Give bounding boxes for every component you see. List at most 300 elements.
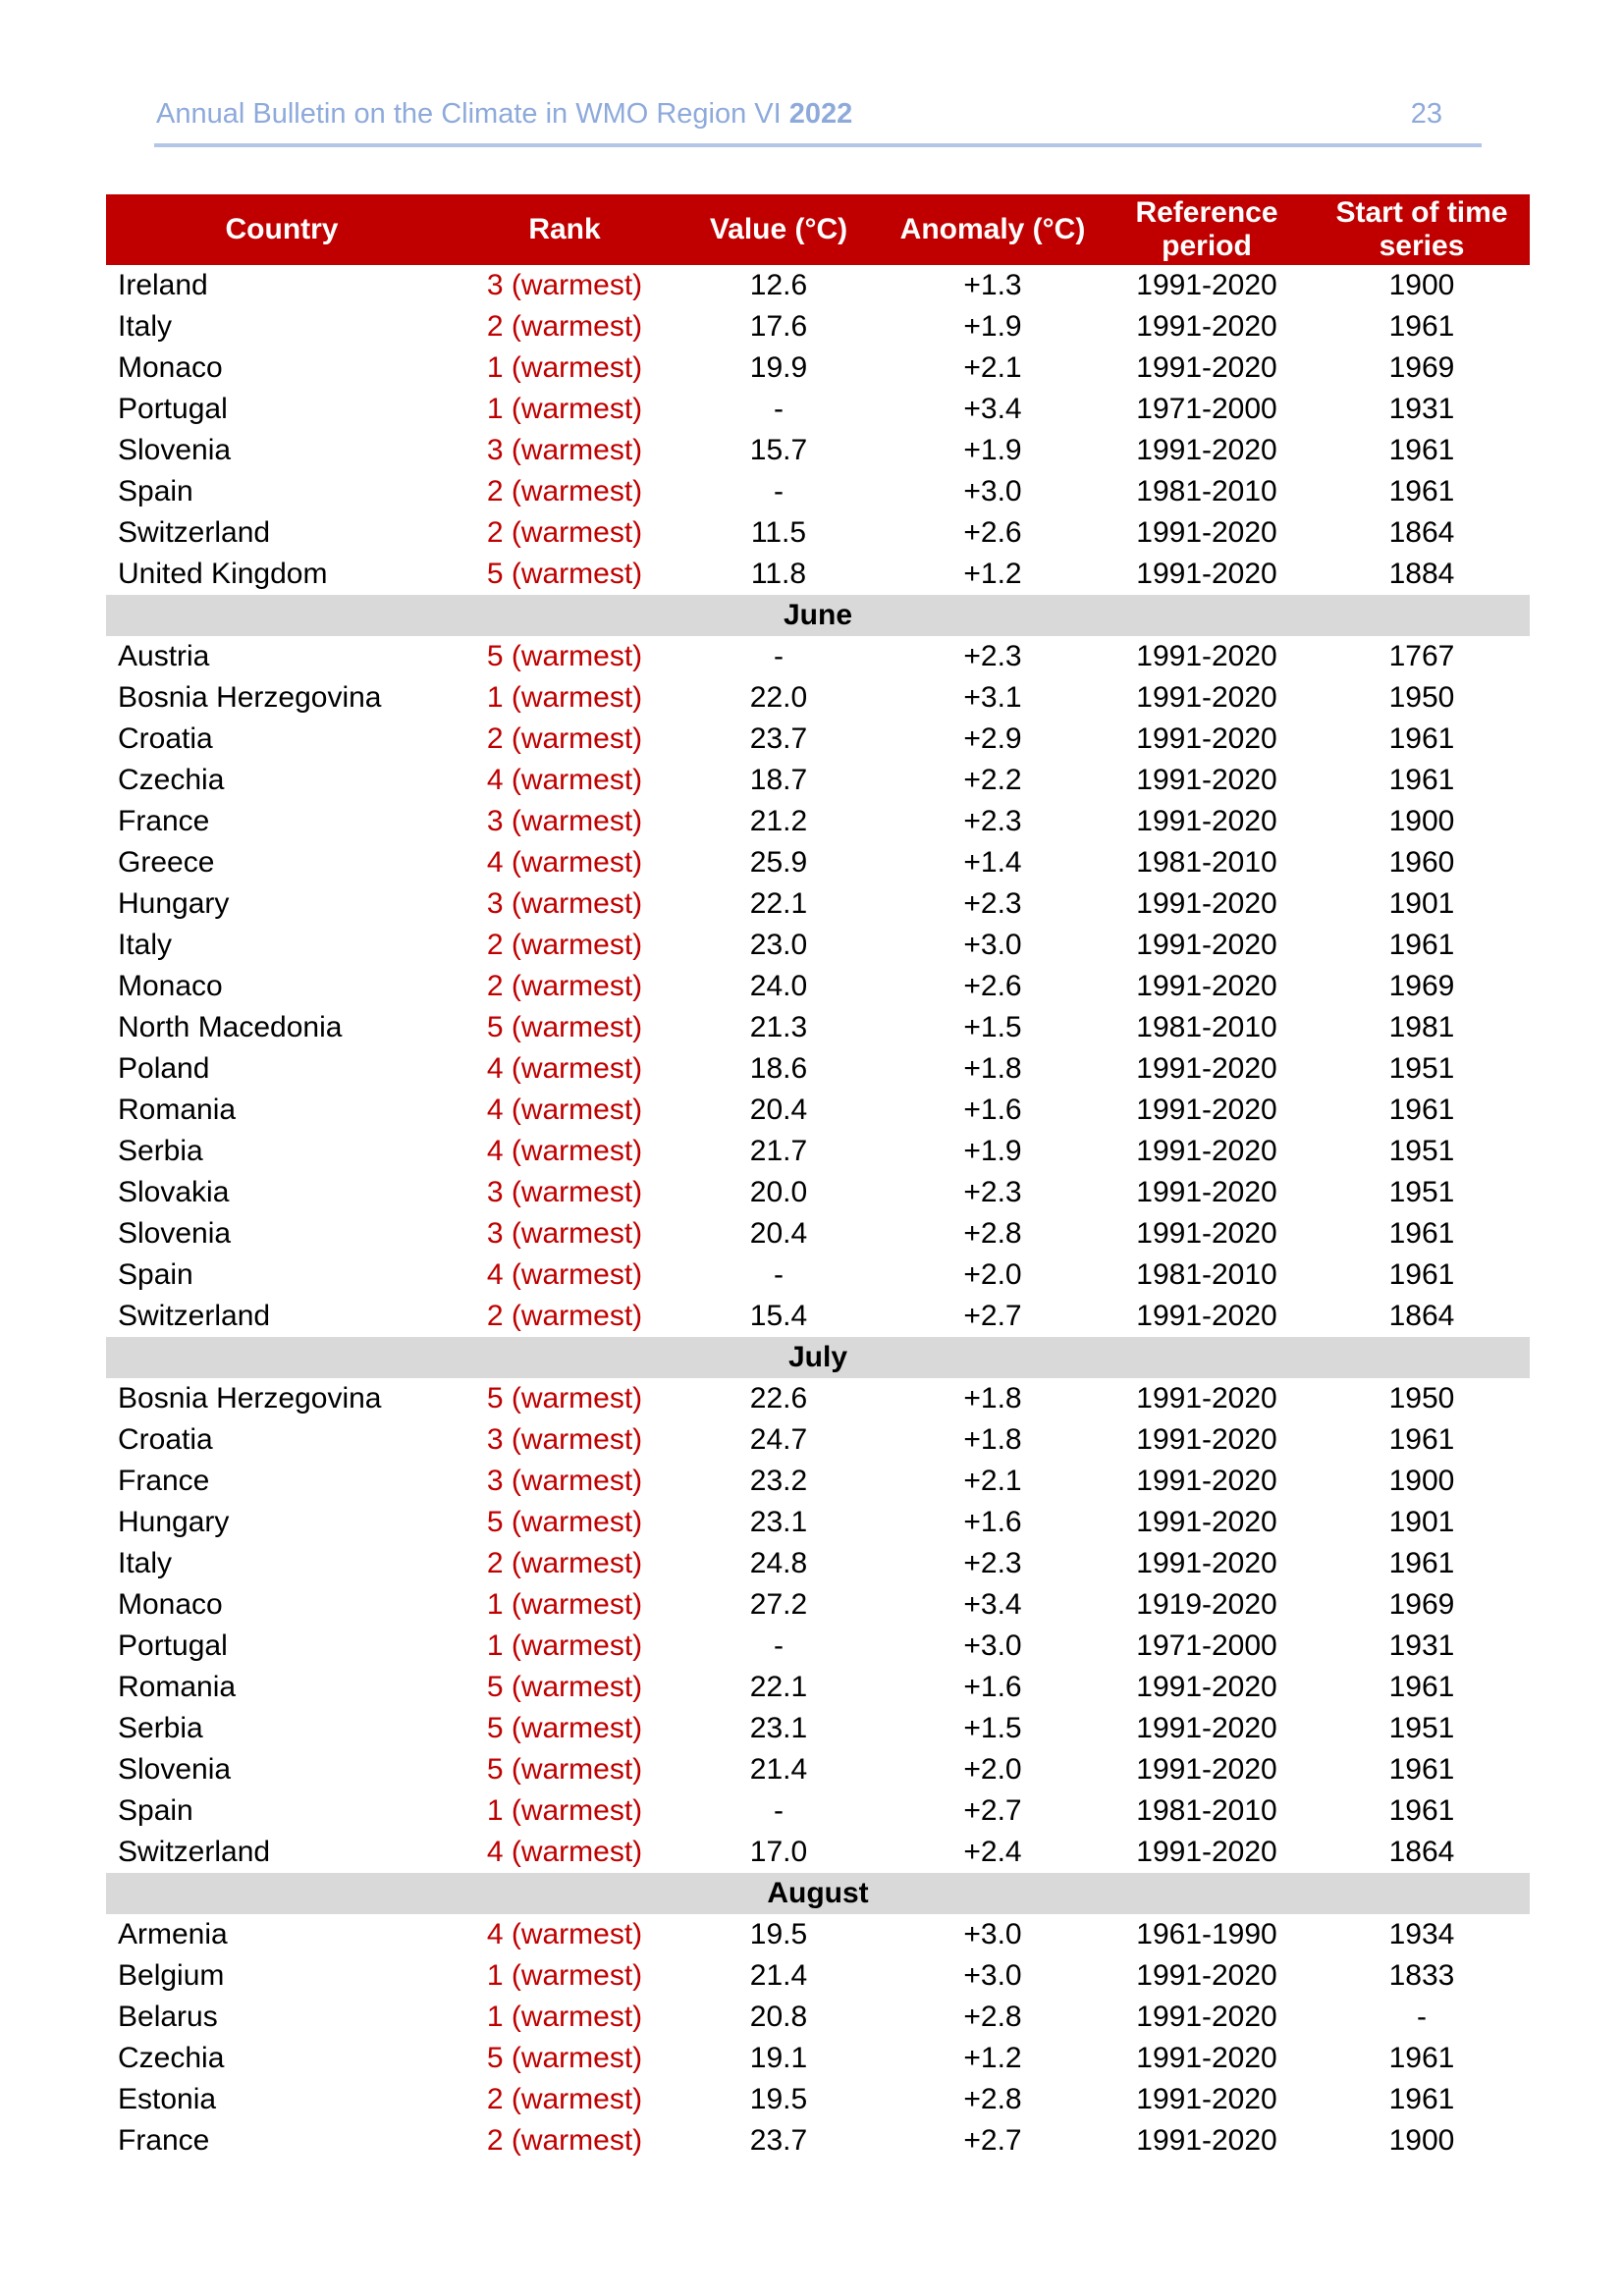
table-body (106, 265, 1530, 2162)
anomaly-cell: +2.8 (963, 2001, 1022, 2033)
reference-period-cell: 1991-2020 (1136, 1506, 1277, 1538)
rank-cell: 2 (warmest) (486, 2083, 643, 2115)
value-cell: 17.6 (749, 310, 808, 343)
month-section-row (106, 1337, 1530, 1378)
country-cell: Romania (118, 1094, 237, 1126)
rank-cell: 4 (warmest) (486, 1836, 643, 1868)
start-year-cell: 1900 (1388, 1465, 1455, 1497)
reference-period-cell: 1991-2020 (1136, 1712, 1277, 1744)
value-cell: 17.0 (749, 1836, 808, 1868)
table-row (106, 389, 1530, 430)
anomaly-cell: +1.5 (963, 1712, 1022, 1744)
country-cell: France (118, 1465, 210, 1497)
rank-cell: 3 (warmest) (486, 434, 643, 466)
table-row (106, 430, 1530, 471)
value-cell: - (774, 475, 784, 507)
start-year-cell: 1951 (1388, 1135, 1455, 1167)
value-cell: 11.5 (750, 516, 807, 549)
table-row (106, 719, 1530, 760)
rank-cell: 5 (warmest) (486, 1671, 643, 1703)
rank-cell: 1 (warmest) (486, 1794, 643, 1827)
anomaly-cell: +1.8 (963, 1052, 1022, 1085)
anomaly-cell: +3.1 (963, 681, 1022, 714)
country-cell: Spain (118, 1258, 193, 1291)
bulletin-year: 2022 (788, 98, 853, 130)
start-year-cell: 1950 (1388, 681, 1455, 714)
reference-period-cell: 1991-2020 (1136, 310, 1277, 343)
anomaly-cell: +1.9 (963, 434, 1022, 466)
month-label: July (106, 1337, 1530, 1378)
country-cell: Armenia (118, 1918, 228, 1950)
rank-cell: 5 (warmest) (486, 1753, 643, 1786)
table-row (106, 1790, 1530, 1832)
column-header-rank: Rank (458, 194, 672, 265)
anomaly-cell: +2.7 (963, 2124, 1022, 2157)
start-year-cell: 1961 (1388, 1794, 1455, 1827)
reference-period-cell: 1971-2000 (1136, 1629, 1277, 1662)
column-header-start-of-time-series: Start of time series (1314, 194, 1530, 265)
reference-period-cell: 1991-2020 (1136, 1094, 1277, 1126)
value-cell: 11.8 (750, 558, 807, 590)
reference-period-cell: 1991-2020 (1136, 558, 1277, 590)
value-cell: 24.8 (749, 1547, 808, 1579)
anomaly-cell: +1.6 (963, 1671, 1022, 1703)
country-cell: North Macedonia (118, 1011, 343, 1043)
reference-period-cell: 1991-2020 (1136, 1176, 1277, 1208)
reference-period-cell: 1991-2020 (1136, 681, 1277, 714)
start-year-cell: 1969 (1388, 351, 1455, 384)
table-row (106, 1749, 1530, 1790)
value-cell: 19.5 (749, 2083, 808, 2115)
rank-cell: 3 (warmest) (486, 805, 643, 837)
table-row (106, 265, 1530, 306)
anomaly-cell: +2.4 (963, 1836, 1022, 1868)
reference-period-cell: 1919-2020 (1136, 1588, 1277, 1621)
table-row (106, 1213, 1530, 1255)
country-cell: Slovenia (118, 1753, 232, 1786)
table-row (106, 1131, 1530, 1172)
anomaly-cell: +1.6 (963, 1506, 1022, 1538)
start-year-cell: 1961 (1388, 1547, 1455, 1579)
reference-period-cell: 1991-2020 (1136, 2001, 1277, 2033)
value-cell: 25.9 (749, 846, 808, 879)
country-cell: Slovakia (118, 1176, 230, 1208)
anomaly-cell: +2.3 (963, 640, 1022, 672)
anomaly-cell: +2.0 (963, 1753, 1022, 1786)
rank-cell: 5 (warmest) (486, 1011, 643, 1043)
anomaly-cell: +2.3 (963, 1547, 1022, 1579)
start-year-cell: 1961 (1388, 1217, 1455, 1250)
anomaly-cell: +3.0 (963, 1629, 1022, 1662)
page-number: 23 (1410, 98, 1442, 130)
table-row (106, 1502, 1530, 1543)
start-year-cell: 1961 (1388, 1258, 1455, 1291)
reference-period-cell: 1991-2020 (1136, 1423, 1277, 1456)
country-cell: Spain (118, 475, 193, 507)
start-year-cell: 1961 (1388, 764, 1455, 796)
anomaly-cell: +2.6 (963, 970, 1022, 1002)
country-cell: Italy (118, 929, 173, 961)
anomaly-cell: +3.0 (963, 1918, 1022, 1950)
reference-period-cell: 1991-2020 (1136, 1135, 1277, 1167)
anomaly-cell: +2.7 (963, 1794, 1022, 1827)
country-cell: Slovenia (118, 1217, 232, 1250)
table-row (106, 842, 1530, 883)
rank-cell: 1 (warmest) (486, 351, 643, 384)
table-row (106, 306, 1530, 347)
reference-period-cell: 1991-2020 (1136, 929, 1277, 961)
value-cell: 23.0 (749, 929, 808, 961)
value-cell: - (774, 393, 784, 425)
reference-period-cell: 1991-2020 (1136, 2042, 1277, 2074)
column-header-reference-period: Reference period (1100, 194, 1314, 265)
reference-period-cell: 1991-2020 (1136, 351, 1277, 384)
month-section-row (106, 595, 1530, 636)
value-cell: 23.7 (749, 2124, 808, 2157)
reference-period-cell: 1971-2000 (1136, 393, 1277, 425)
reference-period-cell: 1991-2020 (1136, 2083, 1277, 2115)
start-year-cell: 1951 (1388, 1712, 1455, 1744)
table-row (106, 1007, 1530, 1048)
country-cell: Portugal (118, 1629, 228, 1662)
start-year-cell: 1900 (1388, 2124, 1455, 2157)
table-row (106, 512, 1530, 554)
value-cell: 21.4 (749, 1753, 808, 1786)
country-cell: Poland (118, 1052, 210, 1085)
value-cell: 12.6 (749, 269, 808, 301)
value-cell: 22.1 (749, 887, 808, 920)
value-cell: 21.2 (749, 805, 808, 837)
table-row (106, 1378, 1530, 1419)
anomaly-cell: +3.0 (963, 1959, 1022, 1992)
anomaly-cell: +2.7 (963, 1300, 1022, 1332)
rank-cell: 4 (warmest) (486, 1918, 643, 1950)
reference-period-cell: 1981-2010 (1136, 1258, 1277, 1291)
rank-cell: 2 (warmest) (486, 475, 643, 507)
reference-period-cell: 1991-2020 (1136, 1382, 1277, 1415)
rank-cell: 1 (warmest) (486, 681, 643, 714)
rank-cell: 4 (warmest) (486, 1135, 643, 1167)
anomaly-cell: +1.2 (963, 2042, 1022, 2074)
start-year-cell: 1961 (1388, 310, 1455, 343)
anomaly-cell: +1.8 (963, 1382, 1022, 1415)
country-cell: Hungary (118, 1506, 230, 1538)
start-year-cell: 1961 (1388, 1671, 1455, 1703)
start-year-cell: 1900 (1388, 805, 1455, 837)
start-year-cell: 1833 (1388, 1959, 1455, 1992)
value-cell: 24.7 (749, 1423, 808, 1456)
reference-period-cell: 1991-2020 (1136, 269, 1277, 301)
reference-period-cell: 1991-2020 (1136, 640, 1277, 672)
rank-cell: 2 (warmest) (486, 2124, 643, 2157)
rank-cell: 5 (warmest) (486, 1506, 643, 1538)
table-row (106, 1626, 1530, 1667)
reference-period-cell: 1981-2010 (1136, 475, 1277, 507)
table-row (106, 801, 1530, 842)
value-cell: - (774, 1258, 784, 1291)
reference-period-cell: 1991-2020 (1136, 1671, 1277, 1703)
table-row (106, 1708, 1530, 1749)
reference-period-cell: 1991-2020 (1136, 1465, 1277, 1497)
reference-period-cell: 1991-2020 (1136, 805, 1277, 837)
anomaly-cell: +1.5 (963, 1011, 1022, 1043)
rank-cell: 2 (warmest) (486, 722, 643, 755)
value-cell: - (774, 640, 784, 672)
table-row (106, 1667, 1530, 1708)
start-year-cell: 1961 (1388, 929, 1455, 961)
table-row (106, 2038, 1530, 2079)
value-cell: 27.2 (749, 1588, 808, 1621)
start-year-cell: 1901 (1388, 887, 1455, 920)
value-cell: 21.7 (749, 1135, 808, 1167)
anomaly-cell: +2.1 (963, 1465, 1022, 1497)
country-cell: Portugal (118, 393, 228, 425)
value-cell: 21.4 (749, 1959, 808, 1992)
month-section-row (106, 1873, 1530, 1914)
month-label: August (106, 1873, 1530, 1914)
start-year-cell: 1900 (1388, 269, 1455, 301)
table-header-row (106, 194, 1530, 265)
start-year-cell: 1961 (1388, 1753, 1455, 1786)
country-cell: Czechia (118, 2042, 225, 2074)
country-cell: Serbia (118, 1712, 203, 1744)
reference-period-cell: 1991-2020 (1136, 434, 1277, 466)
table-row (106, 1543, 1530, 1584)
rank-cell: 5 (warmest) (486, 1712, 643, 1744)
value-cell: 20.4 (749, 1094, 808, 1126)
value-cell: 19.1 (749, 2042, 808, 2074)
table-row (106, 1172, 1530, 1213)
start-year-cell: 1934 (1388, 1918, 1455, 1950)
table-row (106, 2079, 1530, 2120)
reference-period-cell: 1991-2020 (1136, 1547, 1277, 1579)
table-row (106, 1090, 1530, 1131)
bulletin-title (156, 98, 852, 131)
anomaly-cell: +1.9 (963, 310, 1022, 343)
anomaly-cell: +2.1 (963, 351, 1022, 384)
start-year-cell: 1961 (1388, 475, 1455, 507)
rank-cell: 3 (warmest) (486, 269, 643, 301)
anomaly-cell: +1.6 (963, 1094, 1022, 1126)
start-year-cell: 1931 (1388, 393, 1455, 425)
anomaly-cell: +1.3 (963, 269, 1022, 301)
reference-period-cell: 1991-2020 (1136, 970, 1277, 1002)
country-cell: Belgium (118, 1959, 225, 1992)
rank-cell: 4 (warmest) (486, 764, 643, 796)
start-year-cell: 1961 (1388, 722, 1455, 755)
start-year-cell: 1864 (1388, 516, 1455, 549)
rank-cell: 4 (warmest) (486, 846, 643, 879)
start-year-cell: 1969 (1388, 1588, 1455, 1621)
rank-cell: 2 (warmest) (486, 1300, 643, 1332)
start-year-cell: 1961 (1388, 1423, 1455, 1456)
rank-cell: 1 (warmest) (486, 1959, 643, 1992)
start-year-cell: 1951 (1388, 1052, 1455, 1085)
table-row (106, 471, 1530, 512)
rank-cell: 1 (warmest) (486, 1629, 643, 1662)
country-cell: Croatia (118, 1423, 213, 1456)
reference-period-cell: 1981-2010 (1136, 1794, 1277, 1827)
table-row (106, 1461, 1530, 1502)
country-cell: Austria (118, 640, 210, 672)
start-year-cell: 1981 (1388, 1011, 1455, 1043)
rank-cell: 3 (warmest) (486, 887, 643, 920)
start-year-cell: 1901 (1388, 1506, 1455, 1538)
value-cell: 21.3 (749, 1011, 808, 1043)
start-year-cell: 1961 (1388, 2042, 1455, 2074)
month-label: June (106, 595, 1530, 636)
value-cell: - (774, 1794, 784, 1827)
value-cell: 22.1 (749, 1671, 808, 1703)
rank-cell: 3 (warmest) (486, 1465, 643, 1497)
value-cell: 20.4 (749, 1217, 808, 1250)
table-row (106, 554, 1530, 595)
anomaly-cell: +2.8 (963, 2083, 1022, 2115)
anomaly-cell: +2.9 (963, 722, 1022, 755)
country-cell: Switzerland (118, 1836, 271, 1868)
country-cell: Hungary (118, 887, 230, 920)
table-row (106, 1048, 1530, 1090)
rank-cell: 5 (warmest) (486, 558, 643, 590)
reference-period-cell: 1991-2020 (1136, 887, 1277, 920)
rank-cell: 2 (warmest) (486, 310, 643, 343)
start-year-cell: 1950 (1388, 1382, 1455, 1415)
value-cell: 23.1 (749, 1712, 808, 1744)
anomaly-cell: +1.4 (963, 846, 1022, 879)
country-cell: Greece (118, 846, 215, 879)
country-cell: Spain (118, 1794, 193, 1827)
anomaly-cell: +2.3 (963, 805, 1022, 837)
value-cell: 22.0 (749, 681, 808, 714)
anomaly-cell: +2.6 (963, 516, 1022, 549)
reference-period-cell: 1991-2020 (1136, 1217, 1277, 1250)
bulletin-title-text: Annual Bulletin on the Climate in WMO Region VI (156, 98, 782, 130)
table-row (106, 1832, 1530, 1873)
rank-cell: 4 (warmest) (486, 1094, 643, 1126)
country-cell: Bosnia Herzegovina (118, 681, 382, 714)
start-year-cell: 1884 (1388, 558, 1455, 590)
rank-cell: 5 (warmest) (486, 1382, 643, 1415)
anomaly-cell: +2.0 (963, 1258, 1022, 1291)
value-cell: 18.6 (749, 1052, 808, 1085)
value-cell: 15.7 (749, 434, 808, 466)
running-header (154, 94, 1482, 147)
anomaly-cell: +3.4 (963, 1588, 1022, 1621)
rank-cell: 1 (warmest) (486, 2001, 643, 2033)
start-year-cell: 1864 (1388, 1300, 1455, 1332)
anomaly-cell: +3.0 (963, 929, 1022, 961)
start-year-cell: 1951 (1388, 1176, 1455, 1208)
table-row (106, 925, 1530, 966)
reference-period-cell: 1991-2020 (1136, 722, 1277, 755)
anomaly-cell: +3.0 (963, 475, 1022, 507)
start-year-cell: 1969 (1388, 970, 1455, 1002)
table-row (106, 1584, 1530, 1626)
reference-period-cell: 1991-2020 (1136, 1300, 1277, 1332)
table-row (106, 1419, 1530, 1461)
rank-cell: 1 (warmest) (486, 1588, 643, 1621)
reference-period-cell: 1991-2020 (1136, 516, 1277, 549)
country-cell: Monaco (118, 351, 223, 384)
rank-cell: 2 (warmest) (486, 929, 643, 961)
start-year-cell: 1960 (1388, 846, 1455, 879)
table-row (106, 2120, 1530, 2162)
table-row (106, 760, 1530, 801)
start-year-cell: 1931 (1388, 1629, 1455, 1662)
country-cell: Italy (118, 310, 173, 343)
country-cell: Romania (118, 1671, 237, 1703)
reference-period-cell: 1981-2010 (1136, 846, 1277, 879)
table-row (106, 883, 1530, 925)
table-row (106, 1997, 1530, 2038)
table-row (106, 347, 1530, 389)
reference-period-cell: 1991-2020 (1136, 764, 1277, 796)
country-cell: Serbia (118, 1135, 203, 1167)
climate-records-table (106, 194, 1530, 2162)
reference-period-cell: 1991-2020 (1136, 2124, 1277, 2157)
country-cell: Ireland (118, 269, 208, 301)
table-row (106, 636, 1530, 677)
value-cell: 18.7 (749, 764, 808, 796)
start-year-cell: 1961 (1388, 434, 1455, 466)
country-cell: Czechia (118, 764, 225, 796)
table-row (106, 966, 1530, 1007)
value-cell: 19.5 (749, 1918, 808, 1950)
value-cell: 24.0 (749, 970, 808, 1002)
reference-period-cell: 1991-2020 (1136, 1753, 1277, 1786)
rank-cell: 3 (warmest) (486, 1217, 643, 1250)
start-year-cell: 1767 (1388, 640, 1455, 672)
rank-cell: 3 (warmest) (486, 1423, 643, 1456)
reference-period-cell: 1991-2020 (1136, 1959, 1277, 1992)
rank-cell: 2 (warmest) (486, 1547, 643, 1579)
country-cell: United Kingdom (118, 558, 328, 590)
rank-cell: 2 (warmest) (486, 970, 643, 1002)
table-row (106, 1955, 1530, 1997)
country-cell: Croatia (118, 722, 213, 755)
country-cell: Bosnia Herzegovina (118, 1382, 382, 1415)
value-cell: 19.9 (749, 351, 808, 384)
value-cell: 20.0 (749, 1176, 808, 1208)
country-cell: Monaco (118, 1588, 223, 1621)
anomaly-cell: +2.2 (963, 764, 1022, 796)
anomaly-cell: +1.8 (963, 1423, 1022, 1456)
anomaly-cell: +2.3 (963, 1176, 1022, 1208)
reference-period-cell: 1981-2010 (1136, 1011, 1277, 1043)
country-cell: Switzerland (118, 516, 271, 549)
value-cell: - (774, 1629, 784, 1662)
table-row (106, 1255, 1530, 1296)
value-cell: 22.6 (749, 1382, 808, 1415)
rank-cell: 3 (warmest) (486, 1176, 643, 1208)
rank-cell: 4 (warmest) (486, 1258, 643, 1291)
value-cell: 15.4 (749, 1300, 808, 1332)
column-header-country: Country (106, 194, 458, 265)
anomaly-cell: +2.3 (963, 887, 1022, 920)
start-year-cell: 1961 (1388, 2083, 1455, 2115)
country-cell: France (118, 2124, 210, 2157)
country-cell: Monaco (118, 970, 223, 1002)
value-cell: 20.8 (749, 2001, 808, 2033)
start-year-cell: 1961 (1388, 1094, 1455, 1126)
reference-period-cell: 1961-1990 (1136, 1918, 1277, 1950)
rank-cell: 1 (warmest) (486, 393, 643, 425)
rank-cell: 2 (warmest) (486, 516, 643, 549)
country-cell: Estonia (118, 2083, 217, 2115)
rank-cell: 5 (warmest) (486, 640, 643, 672)
anomaly-cell: +1.9 (963, 1135, 1022, 1167)
country-cell: Slovenia (118, 434, 232, 466)
